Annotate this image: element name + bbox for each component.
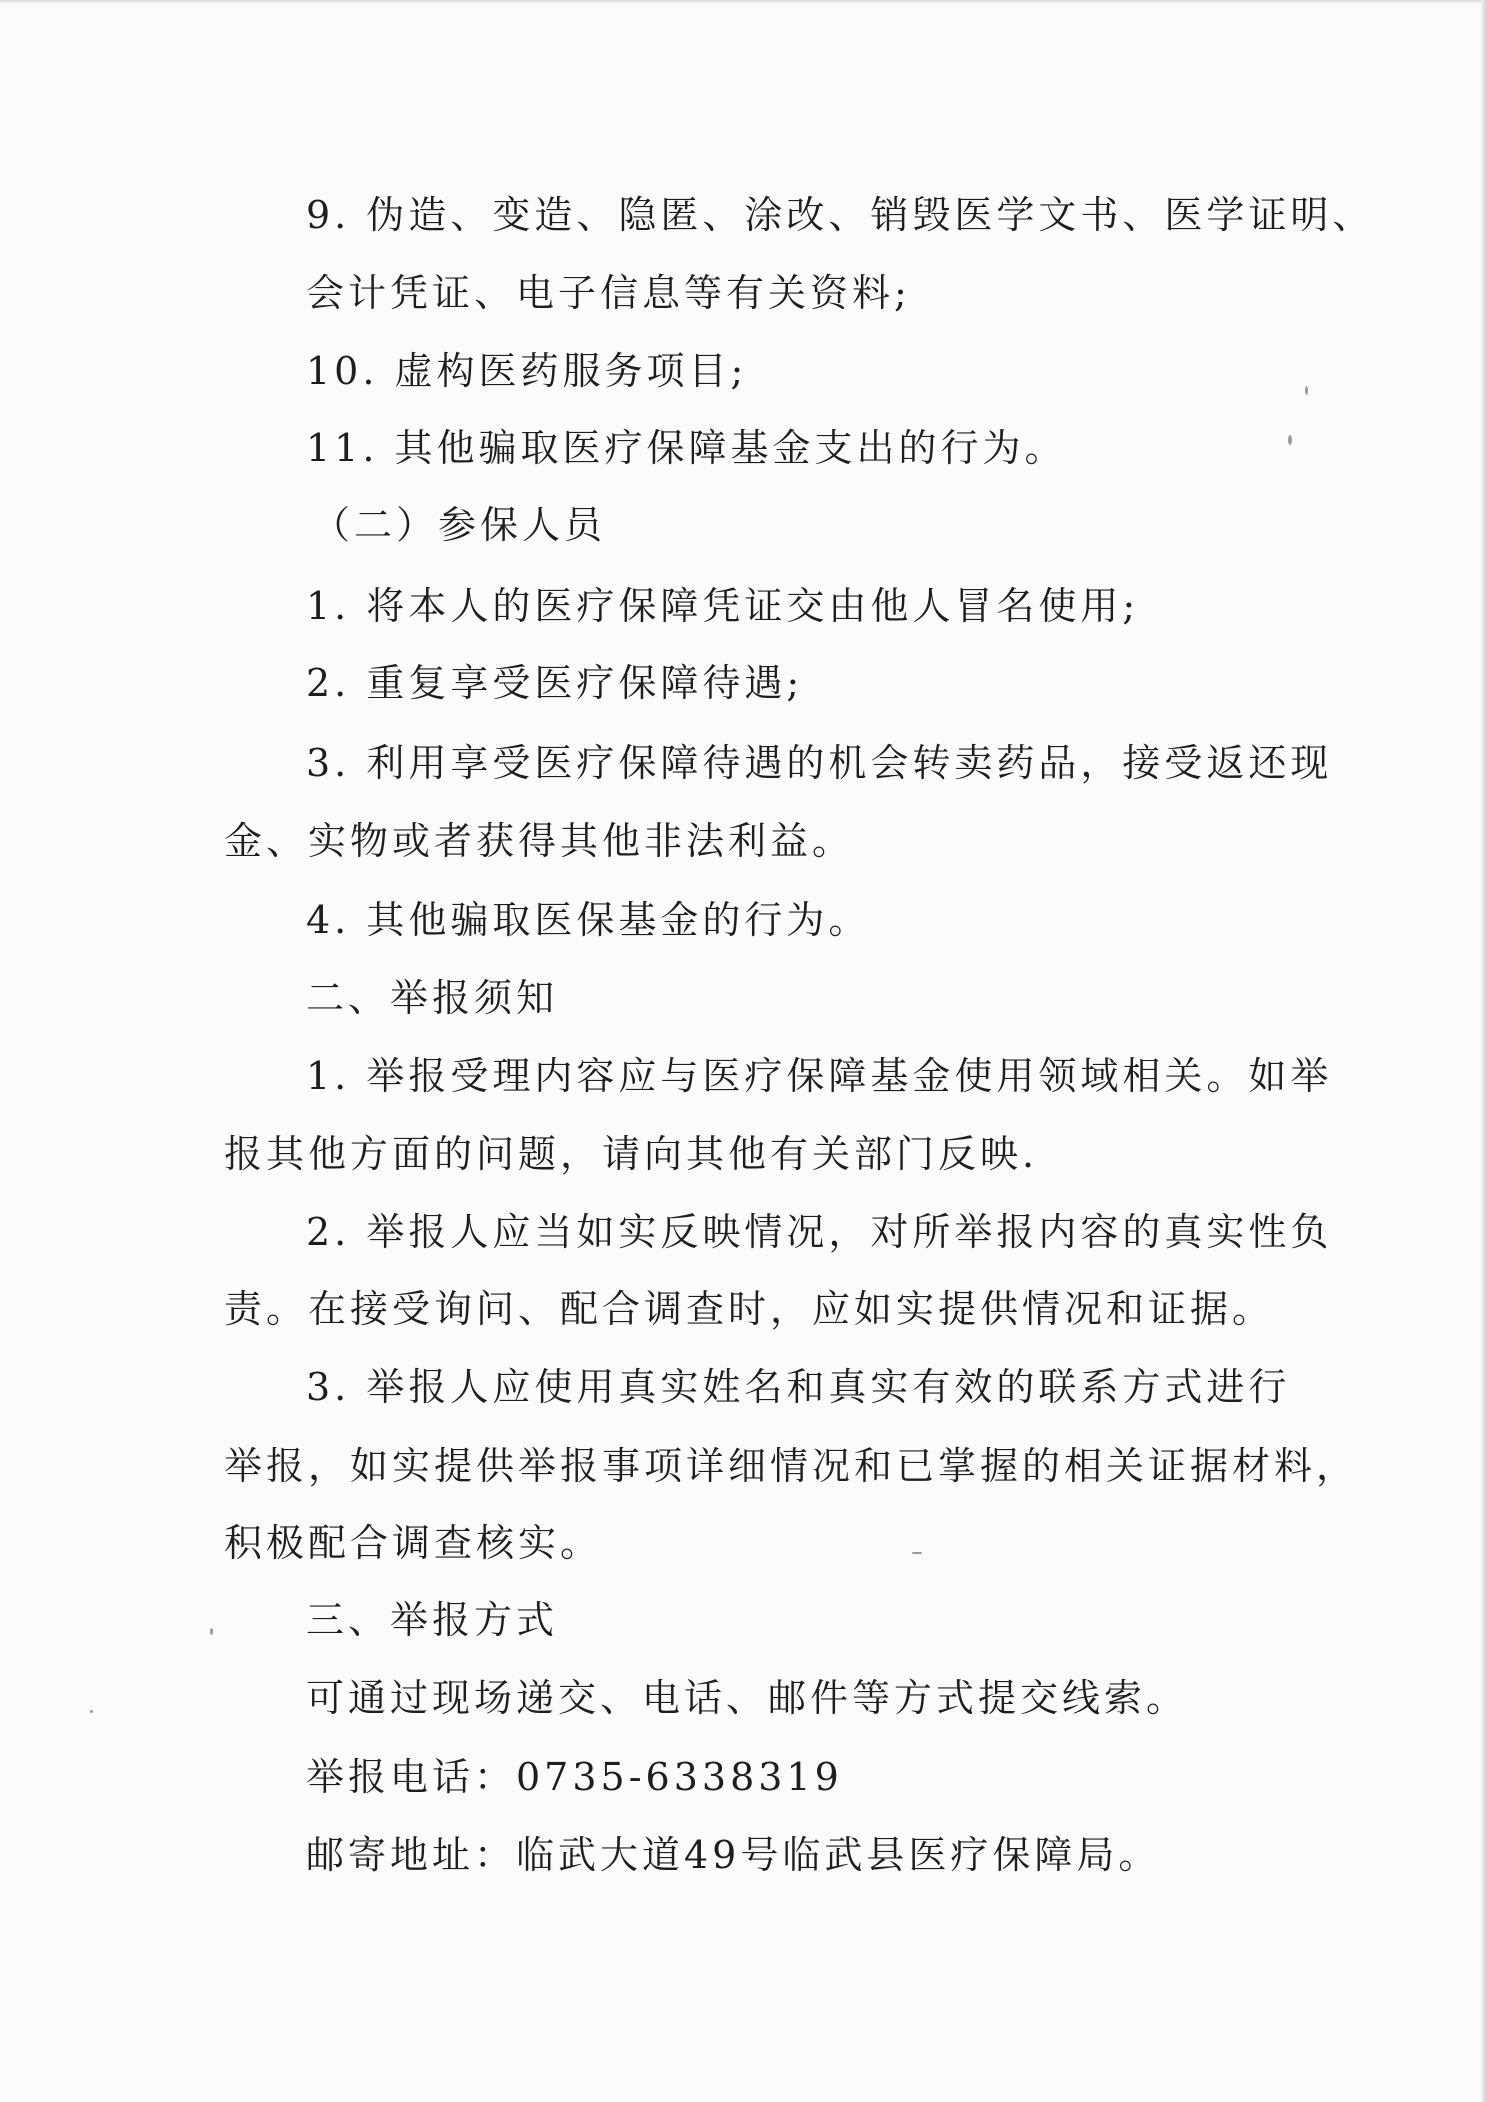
text-line: 2. 重复享受医疗保障待遇; xyxy=(306,661,804,705)
section-heading: （二）参保人员 xyxy=(312,503,607,547)
scan-speck xyxy=(210,1628,213,1635)
scan-speck xyxy=(1288,435,1292,445)
text-line: 2. 举报人应当如实反映情况，对所举报内容的真实性负 xyxy=(306,1210,1333,1254)
text-line: 9. 伪造、变造、隐匿、涂改、销毁医学文书、医学证明、 xyxy=(306,193,1375,237)
text-line: 4. 其他骗取医保基金的行为。 xyxy=(306,898,871,942)
scan-edge-top xyxy=(0,0,1487,4)
scan-edge-right xyxy=(1481,0,1487,2102)
text-line: 1. 举报受理内容应与医疗保障基金使用领域相关。如举 xyxy=(306,1054,1333,1098)
scan-speck xyxy=(90,1710,93,1713)
text-line: 责。在接受询问、配合调查时，应如实提供情况和证据。 xyxy=(224,1287,1275,1331)
text-line: 1. 将本人的医疗保障凭证交由他人冒名使用; xyxy=(306,584,1140,628)
text-line: 会计凭证、电子信息等有关资料; xyxy=(306,271,911,315)
section-heading: 三、举报方式 xyxy=(306,1598,559,1642)
section-heading: 二、举报须知 xyxy=(306,976,559,1020)
contact-phone: 举报电话：0735-6338319 xyxy=(306,1755,843,1799)
text-line: 11. 其他骗取医疗保障基金支出的行为。 xyxy=(306,426,1067,470)
text-line: 举报，如实提供举报事项详细情况和已掌握的相关证据材料， xyxy=(224,1444,1359,1488)
text-line: 10. 虚构医药服务项目; xyxy=(306,349,748,393)
contact-address: 邮寄地址：临武大道49号临武县医疗保障局。 xyxy=(306,1833,1161,1877)
text-line: 可通过现场递交、电话、邮件等方式提交线索。 xyxy=(306,1676,1189,1720)
text-line: 3. 利用享受医疗保障待遇的机会转卖药品，接受返还现 xyxy=(306,741,1333,785)
text-line: 积极配合调查核实。 xyxy=(224,1521,603,1565)
scan-speck xyxy=(1305,386,1308,395)
text-line: 3. 举报人应使用真实姓名和真实有效的联系方式进行 xyxy=(306,1365,1291,1409)
text-line: 金、实物或者获得其他非法利益。 xyxy=(224,819,855,863)
text-line: 报其他方面的问题，请向其他有关部门反映. xyxy=(224,1132,1039,1176)
scan-speck xyxy=(912,1552,922,1554)
